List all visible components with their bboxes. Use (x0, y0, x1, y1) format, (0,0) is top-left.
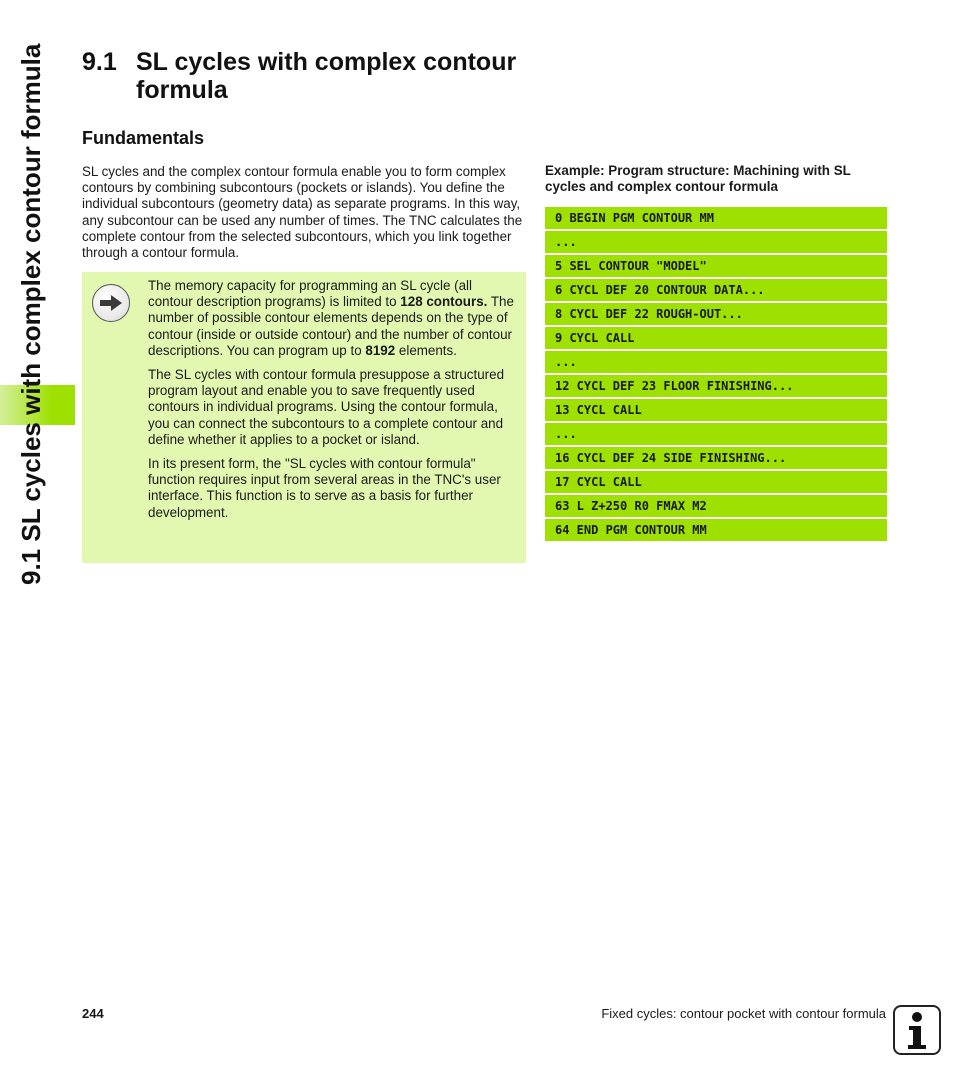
running-title: Fixed cycles: contour pocket with contour formula (601, 1006, 886, 1021)
program-line: 6 CYCL DEF 20 CONTOUR DATA... (545, 279, 887, 301)
note-paragraph-2: The SL cycles with contour formula presuppose a structured program layout and enable you to save frequently used contours in individual programs. Using the contour formula, you can connect the subcontours to a complete contour and define whether it applies to a pocket or island. (148, 367, 505, 447)
program-line: ... (545, 351, 887, 373)
program-line: 8 CYCL DEF 22 ROUGH-OUT... (545, 303, 887, 325)
program-line: 9 CYCL CALL (545, 327, 887, 349)
note-box (82, 272, 526, 563)
note-paragraph-3: In its present form, the "SL cycles with contour formula" function requires input from several areas in the TNC's user interface. This function is to serve as a basis for further development. (148, 456, 501, 520)
program-line: 5 SEL CONTOUR "MODEL" (545, 255, 887, 277)
program-line: 16 CYCL DEF 24 SIDE FINISHING... (545, 447, 887, 469)
program-line: 0 BEGIN PGM CONTOUR MM (545, 207, 887, 229)
section-number: 9.1 (82, 48, 117, 76)
example-title: Example: Program structure: Machining with SL cycles and complex contour formula (545, 163, 851, 195)
program-line: 17 CYCL CALL (545, 471, 887, 493)
subsection-heading: Fundamentals (82, 128, 205, 148)
section-title-line1: SL cycles with complex contour (136, 48, 517, 76)
contour-limit-value: 128 contours. (400, 294, 488, 310)
section-title-line2: formula (136, 76, 228, 104)
program-line: 64 END PGM CONTOUR MM (545, 519, 887, 541)
info-icon (893, 1005, 941, 1055)
page-number: 244 (82, 1006, 104, 1021)
element-limit-value: 8192 (365, 342, 396, 358)
program-line: ... (545, 231, 887, 253)
arrow-right-icon (92, 284, 130, 322)
program-line: 13 CYCL CALL (545, 399, 887, 421)
intro-paragraph: SL cycles and the complex contour formula enable you to form complex contours by combining subcontours (pockets or islands). You define the individual subcontours (geometry data) as separate programs. In this way, any subcontour can be used any number of times. The TNC calculates the complete contour from the selected subcontours, which you link together through a contour formula. (82, 164, 523, 261)
note-paragraph-1: The memory capacity for programming an SL cycle (all contour description programs) is limited to 128 contours. The number of possible contour elements depends on the type of contour (inside or outside contour) and the number of contour descriptions. You can program up to 8192 elements. (148, 278, 514, 358)
section-heading (82, 48, 542, 104)
program-line: 12 CYCL DEF 23 FLOOR FINISHING... (545, 375, 887, 397)
program-line: ... (545, 423, 887, 445)
program-listing (545, 207, 887, 543)
note-text (148, 278, 518, 529)
chapter-side-title: 9.1 SL cycles with complex contour formula (16, 43, 46, 585)
program-line: 63 L Z+250 R0 FMAX M2 (545, 495, 887, 517)
